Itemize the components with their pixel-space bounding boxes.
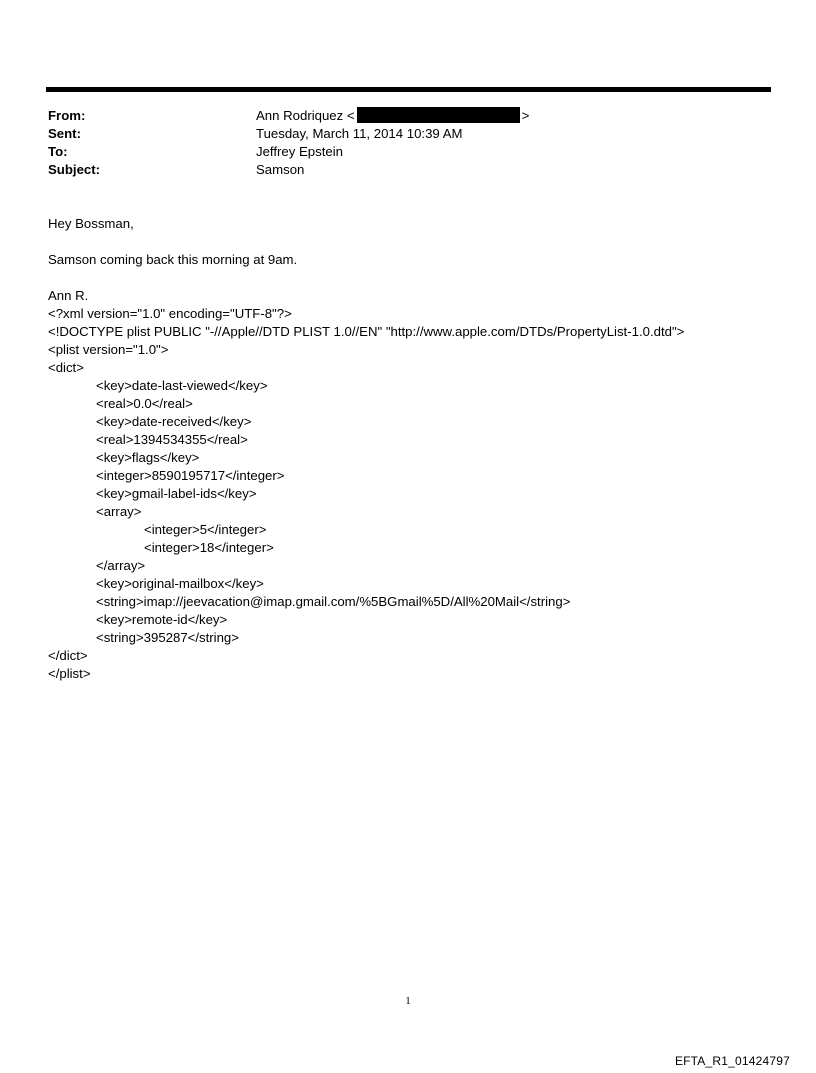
sent-row bbox=[48, 125, 748, 143]
page-number: 1 bbox=[405, 995, 411, 1007]
plist-line: <integer>8590195717</integer> bbox=[96, 468, 285, 483]
plist-line: </plist> bbox=[48, 666, 91, 681]
message-text: Samson coming back this morning at 9am. bbox=[48, 252, 298, 267]
plist-line: <real>1394534355</real> bbox=[96, 432, 248, 447]
plist-line: <string>imap://jeevacation@imap.gmail.com/%5BGmail%5D/All%20Mail</string> bbox=[96, 594, 571, 609]
plist-line: <?xml version="1.0" encoding="UTF-8"?> bbox=[48, 306, 292, 321]
subject-row bbox=[48, 161, 748, 179]
sent-label: Sent: bbox=[48, 126, 81, 141]
from-value bbox=[256, 107, 748, 125]
email-body bbox=[48, 215, 788, 683]
plist-line: <string>395287</string> bbox=[96, 630, 239, 645]
plist-line: </array> bbox=[96, 558, 146, 573]
from-row bbox=[48, 107, 748, 125]
email-header bbox=[48, 107, 748, 179]
greeting: Hey Bossman, bbox=[48, 216, 134, 231]
plist-line: <array> bbox=[96, 504, 142, 519]
plist-line: <key>flags</key> bbox=[96, 450, 200, 465]
subject-label: Subject: bbox=[48, 162, 101, 177]
plist-line: <!DOCTYPE plist PUBLIC "-//Apple//DTD PLIST 1.0//EN" "http://www.apple.com/DTDs/PropertyList-1.0.dtd"> bbox=[48, 324, 685, 339]
subject-value: Samson bbox=[256, 162, 305, 177]
plist-line: <key>original-mailbox</key> bbox=[96, 576, 264, 591]
sent-value: Tuesday, March 11, 2014 10:39 AM bbox=[256, 126, 463, 141]
from-name: Ann Rodriquez < bbox=[256, 108, 355, 123]
from-label: From: bbox=[48, 108, 86, 123]
header-divider-rule bbox=[46, 87, 771, 92]
plist-line: <key>date-received</key> bbox=[96, 414, 252, 429]
plist-line: <key>remote-id</key> bbox=[96, 612, 228, 627]
to-label: To: bbox=[48, 144, 68, 159]
redaction-box bbox=[357, 107, 520, 123]
plist-line: <integer>18</integer> bbox=[144, 540, 274, 555]
plist-line: <real>0.0</real> bbox=[96, 396, 193, 411]
plist-line: <dict> bbox=[48, 360, 84, 375]
to-row bbox=[48, 143, 748, 161]
plist-line: <key>gmail-label-ids</key> bbox=[96, 486, 257, 501]
plist-line: </dict> bbox=[48, 648, 88, 663]
plist-line: <integer>5</integer> bbox=[144, 522, 267, 537]
bates-number: EFTA_R1_01424797 bbox=[674, 1054, 790, 1068]
plist-line: <plist version="1.0"> bbox=[48, 342, 169, 357]
plist-line: <key>date-last-viewed</key> bbox=[96, 378, 268, 393]
signature: Ann R. bbox=[48, 288, 89, 303]
from-close: > bbox=[521, 108, 530, 123]
to-value: Jeffrey Epstein bbox=[256, 144, 343, 159]
